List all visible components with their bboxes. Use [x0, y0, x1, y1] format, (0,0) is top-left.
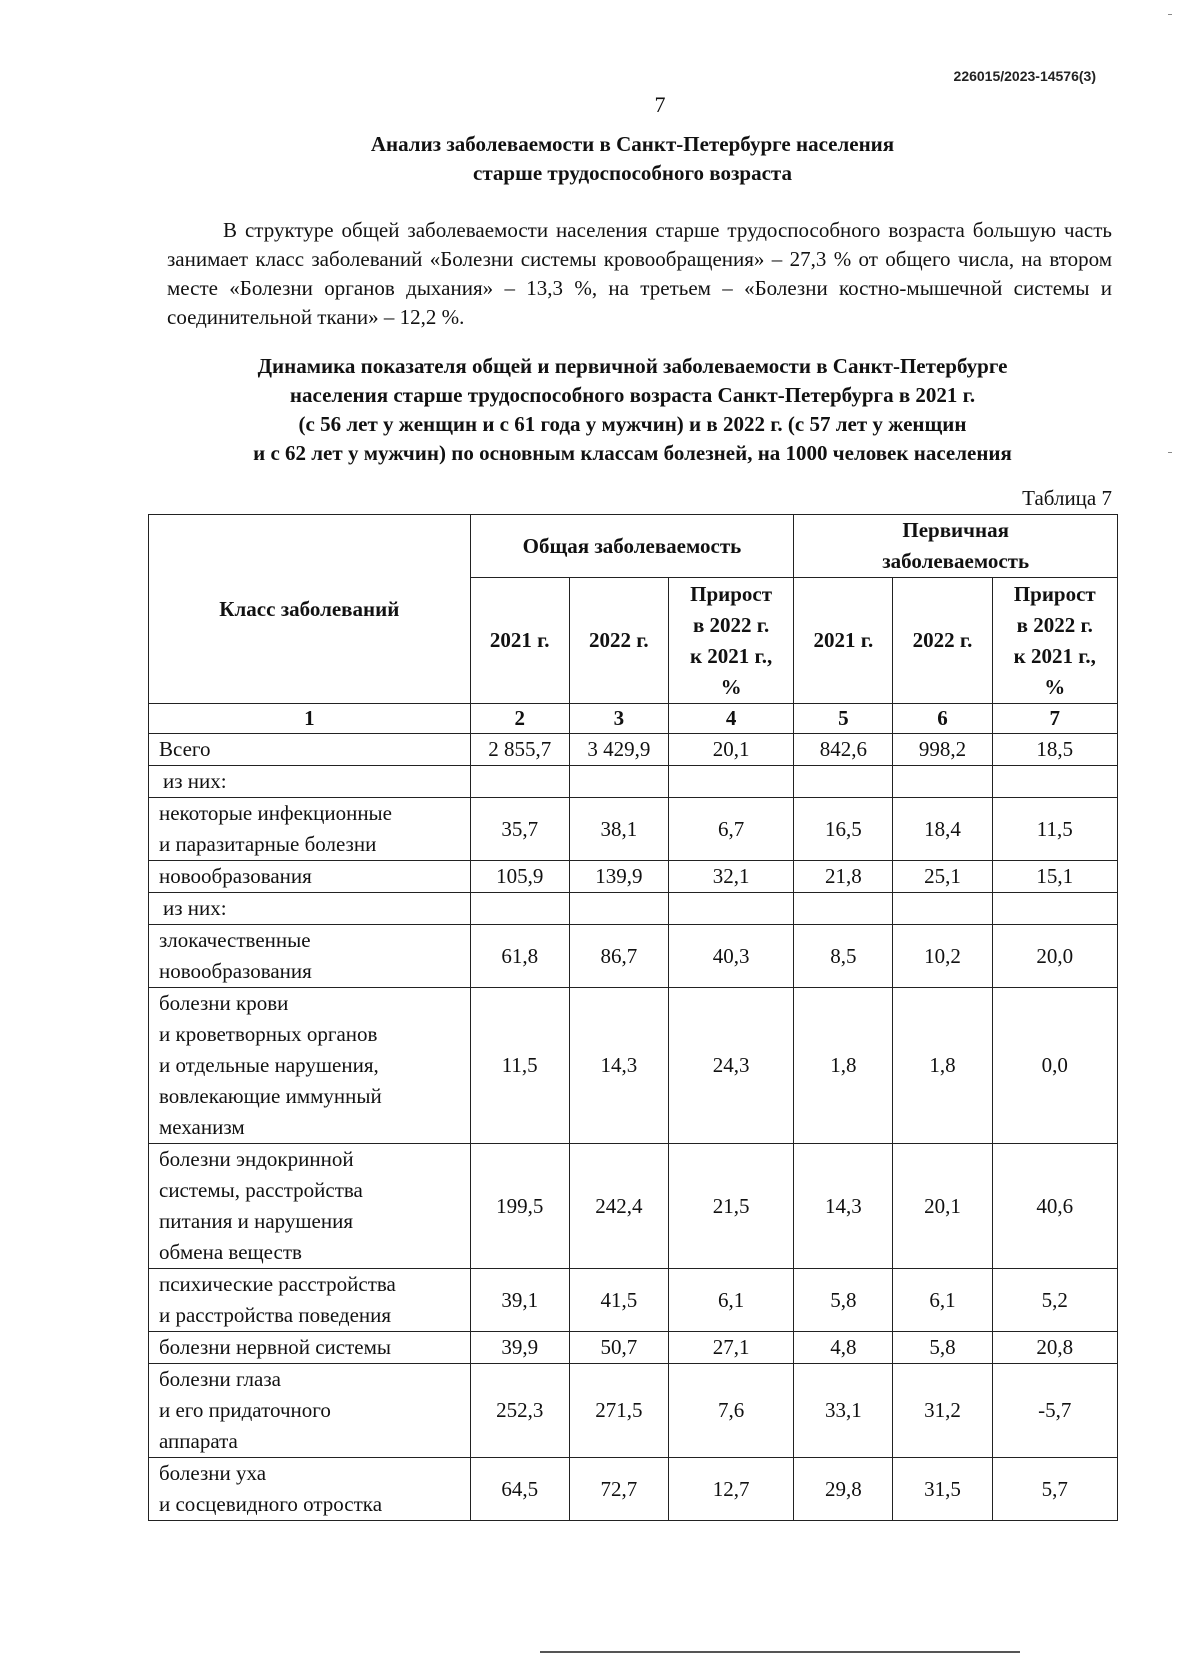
- disease-class-name-line: и расстройства поведения: [159, 1303, 392, 1327]
- table-cell-value: 2 855,7: [470, 734, 569, 766]
- table-row: [149, 1332, 1118, 1364]
- disease-class-name: [149, 1332, 471, 1364]
- intro-paragraph: В структуре общей заболеваемости населения старше трудоспособного возраста большую часть занимает класс заболеваний «Болезни системы кровообращения» – 27,3 % от общего числа, на втором месте «Болезни органов дыхания» – 13,3 %, на третьем – «Болезни костно-мышечной системы и соединительной ткани» – 12,2 %.: [167, 218, 1112, 329]
- table-cell-value: 18,4: [893, 798, 992, 861]
- table-cell-value: 105,9: [470, 861, 569, 893]
- header-primary-morbidity: [794, 515, 1118, 578]
- table-cell-value: [992, 766, 1117, 798]
- disease-class-name-line: болезни крови: [159, 991, 289, 1015]
- table-caption: [165, 352, 1100, 468]
- column-number: 6: [893, 704, 992, 734]
- table-cell-value: 252,3: [470, 1364, 569, 1458]
- disease-class-name-line: психические расстройства: [159, 1272, 396, 1296]
- table-cell-value: [470, 893, 569, 925]
- disease-class-name: [149, 988, 471, 1144]
- table-cell-value: 1,8: [893, 988, 992, 1144]
- table-cell-value: 5,2: [992, 1269, 1117, 1332]
- disease-class-name-line: Всего: [159, 737, 211, 761]
- disease-class-name-line: злокачественные: [159, 928, 311, 952]
- table-cell-value: 3 429,9: [569, 734, 668, 766]
- page-number: 7: [654, 92, 666, 117]
- disease-class-name: [149, 1269, 471, 1332]
- header-primary-growth: [992, 578, 1117, 704]
- table-cell-value: 20,1: [668, 734, 793, 766]
- disease-class-name-line: механизм: [159, 1115, 245, 1139]
- disease-class-name-line: вовлекающие иммунный: [159, 1084, 382, 1108]
- disease-class-name: [149, 766, 471, 798]
- table-cell-value: 11,5: [992, 798, 1117, 861]
- header-growth-line: к 2021 г.,: [1013, 643, 1096, 668]
- table-cell-value: 20,0: [992, 925, 1117, 988]
- table-cell-value: 72,7: [569, 1458, 668, 1521]
- table-cell-value: 242,4: [569, 1144, 668, 1269]
- disease-class-name-line: и кроветворных органов: [159, 1022, 378, 1046]
- table-cell-value: [668, 766, 793, 798]
- table-cell-value: [569, 766, 668, 798]
- header-growth-line: Прирост: [1013, 581, 1096, 606]
- table-cell-value: 39,1: [470, 1269, 569, 1332]
- table-cell-value: -5,7: [992, 1364, 1117, 1458]
- table-cell-value: 5,7: [992, 1458, 1117, 1521]
- disease-class-name: [149, 1144, 471, 1269]
- table-cell-value: 6,1: [893, 1269, 992, 1332]
- table-cell-value: 1,8: [794, 988, 893, 1144]
- table-cell-value: 271,5: [569, 1364, 668, 1458]
- disease-class-name-line: питания и нарушения: [159, 1209, 354, 1233]
- column-number: 5: [794, 704, 893, 734]
- table-cell-value: 40,6: [992, 1144, 1117, 1269]
- table-cell-value: 27,1: [668, 1332, 793, 1364]
- table-cell-value: 50,7: [569, 1332, 668, 1364]
- table-cell-value: 24,3: [668, 988, 793, 1144]
- section-title-line: Анализ заболеваемости в Санкт-Петербурге населения: [370, 132, 895, 156]
- table-cell-value: 20,8: [992, 1332, 1117, 1364]
- table-cell-value: 139,9: [569, 861, 668, 893]
- table-cell-value: [893, 766, 992, 798]
- disease-class-name-line: и отдельные нарушения,: [159, 1053, 379, 1077]
- table-header-row: [149, 515, 1118, 578]
- section-title-line: старше трудоспособного возраста: [473, 161, 792, 185]
- table-cell-value: 21,8: [794, 861, 893, 893]
- document-registration-number: 226015/2023-14576(3): [953, 68, 1096, 84]
- table-cell-value: 40,3: [668, 925, 793, 988]
- disease-class-name-line: болезни глаза: [159, 1367, 281, 1391]
- disease-class-name-line: из них:: [163, 896, 227, 920]
- header-class: Класс заболеваний: [149, 515, 471, 704]
- header-growth-line: в 2022 г.: [1016, 612, 1093, 637]
- table-cell-value: 998,2: [893, 734, 992, 766]
- table-cell-value: 31,2: [893, 1364, 992, 1458]
- header-growth-line: Прирост: [690, 581, 773, 606]
- header-primary-2022: 2022 г.: [893, 578, 992, 704]
- header-growth-line: %: [1044, 674, 1066, 699]
- header-general-2022: 2022 г.: [569, 578, 668, 704]
- disease-class-name: [149, 798, 471, 861]
- table-row: [149, 798, 1118, 861]
- table-row: [149, 988, 1118, 1144]
- disease-class-name-line: аппарата: [159, 1429, 238, 1453]
- disease-class-name: [149, 1458, 471, 1521]
- header-general-growth: [668, 578, 793, 704]
- table-cell-value: 11,5: [470, 988, 569, 1144]
- column-number: 3: [569, 704, 668, 734]
- disease-class-name-line: новообразования: [159, 864, 312, 888]
- disease-class-name-line: и сосцевидного отростка: [159, 1492, 383, 1516]
- table-cell-value: 20,1: [893, 1144, 992, 1269]
- table-cell-value: [794, 766, 893, 798]
- column-number: 2: [470, 704, 569, 734]
- disease-class-name-line: новообразования: [159, 959, 312, 983]
- column-number: 4: [668, 704, 793, 734]
- disease-class-name-line: обмена веществ: [159, 1240, 302, 1264]
- table-cell-value: 86,7: [569, 925, 668, 988]
- disease-class-name-line: болезни уха: [159, 1461, 267, 1485]
- table-body: [149, 734, 1118, 1521]
- disease-class-name-line: болезни эндокринной: [159, 1147, 354, 1171]
- disease-class-name: [149, 1364, 471, 1458]
- table-row: [149, 893, 1118, 925]
- table-cell-value: 14,3: [569, 988, 668, 1144]
- disease-class-name: [149, 734, 471, 766]
- scan-mark: [1168, 14, 1172, 15]
- table-cell-value: 12,7: [668, 1458, 793, 1521]
- table-row: [149, 861, 1118, 893]
- table-cell-value: 32,1: [668, 861, 793, 893]
- disease-class-name-line: и паразитарные болезни: [159, 832, 377, 856]
- table-cell-value: 61,8: [470, 925, 569, 988]
- table-cell-value: 21,5: [668, 1144, 793, 1269]
- table-cell-value: 10,2: [893, 925, 992, 988]
- table-cell-value: 16,5: [794, 798, 893, 861]
- header-primary-2021: 2021 г.: [794, 578, 893, 704]
- table-cell-value: 15,1: [992, 861, 1117, 893]
- disease-class-name-line: некоторые инфекционные: [159, 801, 392, 825]
- disease-class-name: [149, 893, 471, 925]
- table-row: [149, 1364, 1118, 1458]
- table-cell-value: 6,1: [668, 1269, 793, 1332]
- table-row: [149, 766, 1118, 798]
- disease-class-name-line: системы, расстройства: [159, 1178, 363, 1202]
- table-cell-value: [668, 893, 793, 925]
- table-cell-value: 199,5: [470, 1144, 569, 1269]
- table-number: Таблица 7: [1022, 486, 1112, 510]
- table-cell-value: [794, 893, 893, 925]
- table-cell-value: 35,7: [470, 798, 569, 861]
- table-cell-value: 842,6: [794, 734, 893, 766]
- table-cell-value: 64,5: [470, 1458, 569, 1521]
- table-cell-value: 41,5: [569, 1269, 668, 1332]
- disease-class-name-line: из них:: [163, 769, 227, 793]
- table-cell-value: [569, 893, 668, 925]
- table-caption-line: Динамика показателя общей и первичной заболеваемости в Санкт-Петербурге: [257, 354, 1008, 378]
- table-cell-value: [470, 766, 569, 798]
- table-caption-line: населения старше трудоспособного возраста Санкт-Петербурга в 2021 г.: [289, 383, 976, 407]
- header-primary-line: Первичная: [902, 518, 1009, 542]
- table-cell-value: 7,6: [668, 1364, 793, 1458]
- table-cell-value: 14,3: [794, 1144, 893, 1269]
- table-cell-value: 39,9: [470, 1332, 569, 1364]
- scan-edge-line: [540, 1651, 1020, 1653]
- header-general-2021: 2021 г.: [470, 578, 569, 704]
- column-number-row: [149, 704, 1118, 734]
- table-row: [149, 925, 1118, 988]
- header-primary-line: заболеваемость: [882, 549, 1030, 573]
- table-cell-value: 31,5: [893, 1458, 992, 1521]
- header-general-morbidity: Общая заболеваемость: [470, 515, 794, 578]
- table-cell-value: 6,7: [668, 798, 793, 861]
- table-caption-line: (с 56 лет у женщин и с 61 года у мужчин) и в 2022 г. (с 57 лет у женщин: [298, 412, 967, 436]
- table-cell-value: [893, 893, 992, 925]
- morbidity-table: [148, 514, 1118, 1521]
- table-cell-value: 29,8: [794, 1458, 893, 1521]
- table-cell-value: 4,8: [794, 1332, 893, 1364]
- header-growth-line: %: [720, 674, 742, 699]
- table-cell-value: 38,1: [569, 798, 668, 861]
- table-cell-value: 25,1: [893, 861, 992, 893]
- table-row: [149, 1144, 1118, 1269]
- disease-class-name-line: болезни нервной системы: [159, 1335, 391, 1359]
- disease-class-name: [149, 861, 471, 893]
- column-number: 1: [149, 704, 471, 734]
- table-cell-value: 18,5: [992, 734, 1117, 766]
- disease-class-name: [149, 925, 471, 988]
- table-row: [149, 1458, 1118, 1521]
- section-title: [165, 130, 1100, 188]
- table-cell-value: 5,8: [794, 1269, 893, 1332]
- scan-mark: [1168, 452, 1172, 453]
- table-cell-value: 8,5: [794, 925, 893, 988]
- header-growth-line: в 2022 г.: [692, 612, 770, 637]
- table-caption-line: и с 62 лет у мужчин) по основным классам болезней, на 1000 человек населения: [253, 441, 1012, 465]
- header-growth-line: к 2021 г.,: [689, 643, 773, 668]
- table-cell-value: 0,0: [992, 988, 1117, 1144]
- column-number: 7: [992, 704, 1117, 734]
- table-cell-value: 33,1: [794, 1364, 893, 1458]
- table-row: [149, 734, 1118, 766]
- disease-class-name-line: и его придаточного: [159, 1398, 331, 1422]
- table-cell-value: 5,8: [893, 1332, 992, 1364]
- table-cell-value: [992, 893, 1117, 925]
- table-row: [149, 1269, 1118, 1332]
